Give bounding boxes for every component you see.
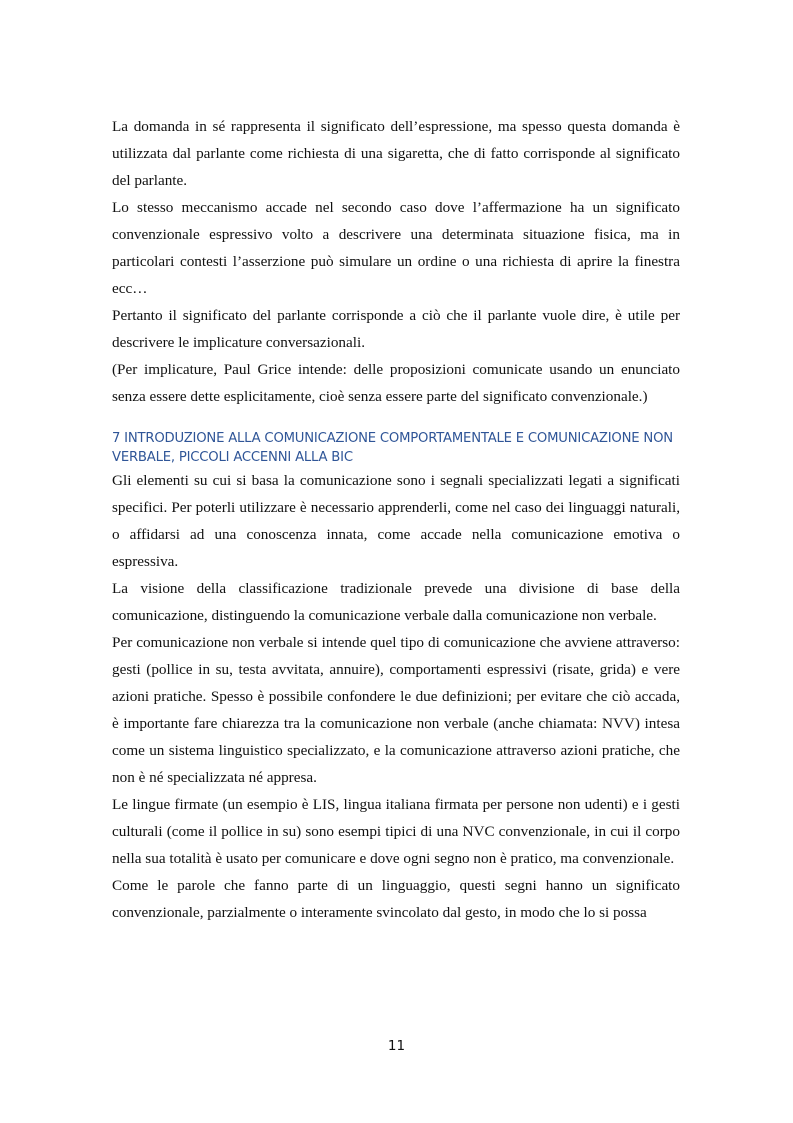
paragraph: Le lingue firmate (un esempio è LIS, lingua italiana firmata per persone non udenti) e i gesti culturali (come il pollice in su) sono esempi tipici di una NVC convenzionale, in cui il corpo nella sua totalità è usato per comunicare e dove ogni segno non è pratico, ma convenzionale. (112, 796, 680, 867)
page-number: 11 (387, 1038, 406, 1054)
paragraph: Come le parole che fanno parte di un linguaggio, questi segni hanno un significato convenzionale, parzialmente o interamente svincolato dal gesto, in modo che lo si possa (112, 877, 680, 921)
paragraph: (Per implicature, Paul Grice intende: delle proposizioni comunicate usando un enunciato senza essere dette esplicitamente, cioè senza essere parte del significato convenzionale.) (112, 361, 680, 405)
paragraph: Per comunicazione non verbale si intende quel tipo di comunicazione che avviene attraverso: gesti (pollice in su, testa avvitata, annuire), comportamenti espressivi (risate, grida) e vere azioni pratiche. Spesso è possibile confondere le due definizioni; per evitare che ciò accada, è importante fare chiarezza tra la comunicazione non verbale (anche chiamata: NVV) intesa come un sistema linguistico specializzato, e la comunicazione attraverso azioni pratiche, che non è né specializzata né appresa. (112, 634, 680, 786)
paragraph: Gli elementi su cui si basa la comunicazione sono i segnali specializzati legati a significati specifici. Per poterli utilizzare è necessario apprenderli, come nel caso dei linguaggi naturali, o affidarsi ad una conoscenza innata, come accade nella comunicazione emotiva o espressiva. (112, 472, 680, 570)
paragraph: Pertanto il significato del parlante corrisponde a ciò che il parlante vuole dire, è utile per descrivere le implicature conversazionali. (112, 307, 680, 351)
section-heading: 7 INTRODUZIONE ALLA COMUNICAZIONE COMPORTAMENTALE E COMUNICAZIONE NON VERBALE, PICCOLI ACCENNI ALLA BIC (112, 431, 673, 465)
paragraph: La domanda in sé rappresenta il significato dell’espressione, ma spesso questa domanda è utilizzata dal parlante come richiesta di una sigaretta, che di fatto corrisponde al significato del parlante. (112, 118, 680, 189)
paragraph: La visione della classificazione tradizionale prevede una divisione di base della comunicazione, distinguendo la comunicazione verbale dalla comunicazione non verbale. (112, 580, 680, 624)
section-spacer (112, 410, 680, 429)
paragraph: Lo stesso meccanismo accade nel secondo caso dove l’affermazione ha un significato convenzionale espressivo volto a descrivere una determinata situazione fisica, ma in particolari contesti l’asserzione può simulare un ordine o una richiesta di aprire la finestra ecc… (112, 199, 680, 297)
page-body (112, 113, 680, 926)
